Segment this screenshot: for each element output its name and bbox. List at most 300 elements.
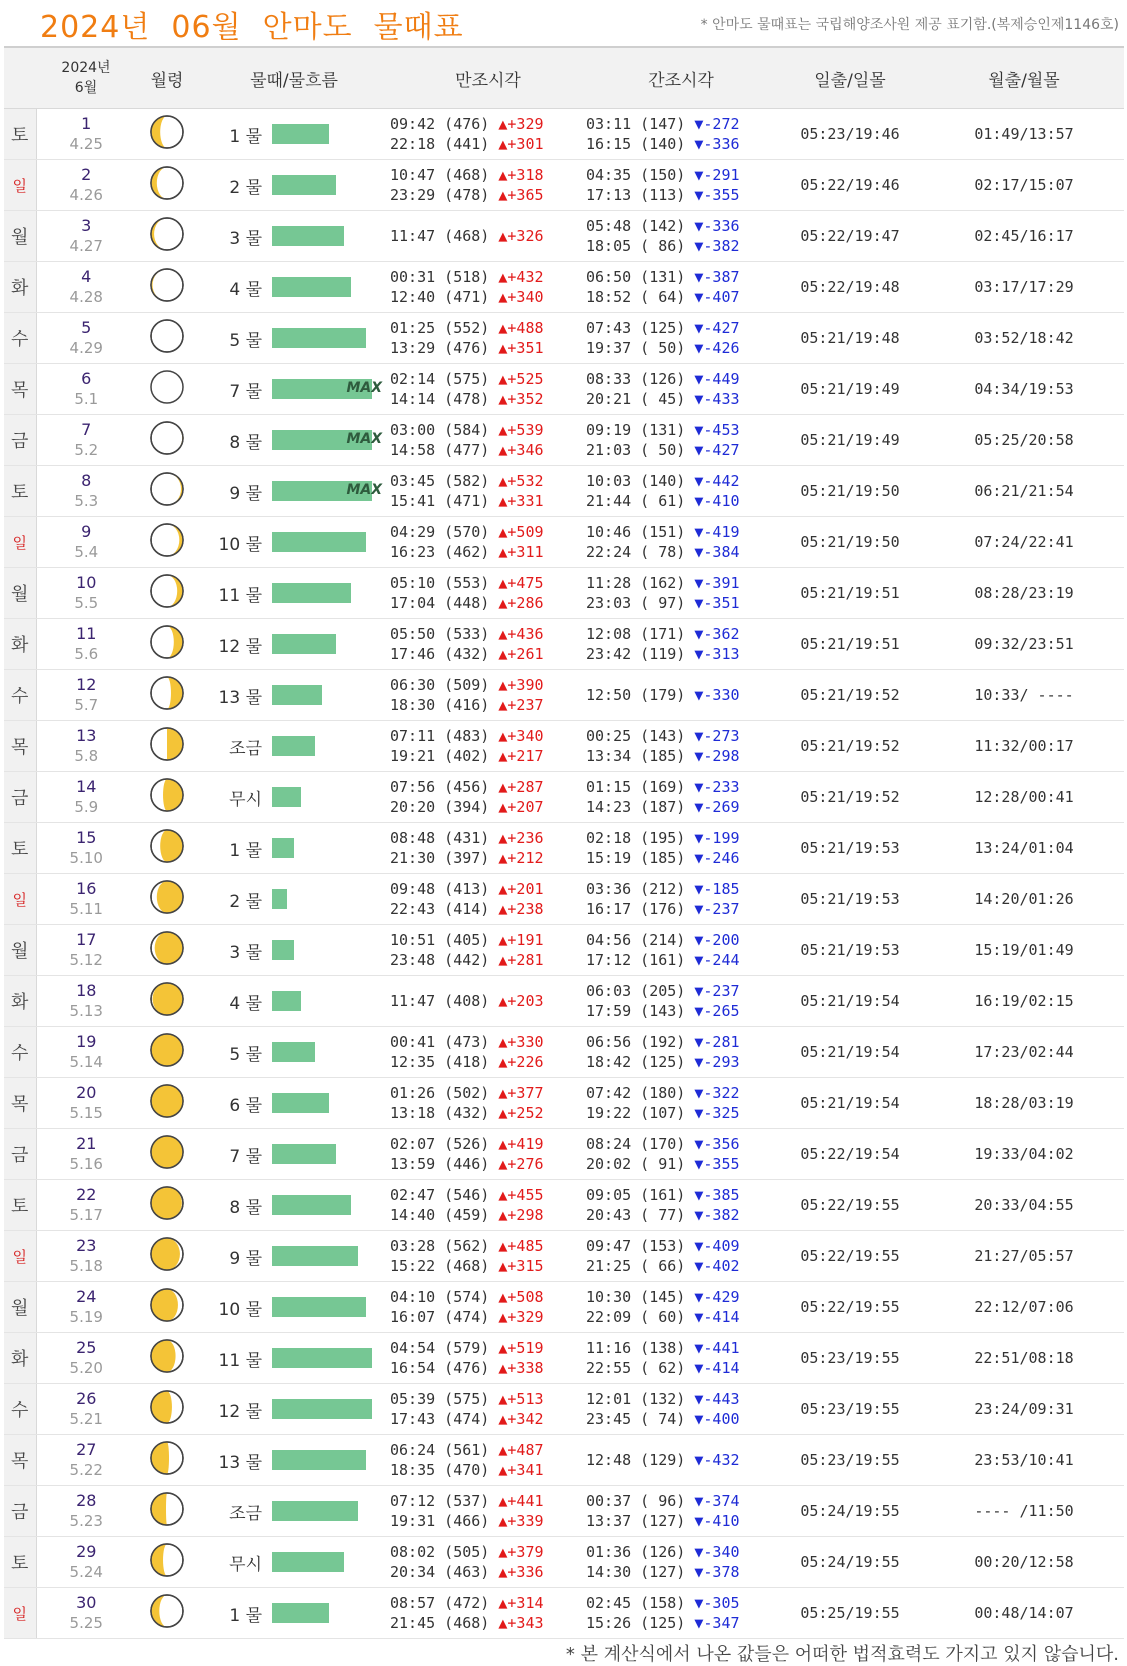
low-tide-1-diff: ▼-185 [694, 880, 740, 898]
high-tide-2: 13:29 (476) [390, 339, 490, 357]
high-tide-2: 19:31 (466) [390, 1512, 490, 1530]
moon-phase-icon [149, 879, 185, 915]
lunar-date: 5.4 [74, 543, 99, 561]
sunrise-sunset: 05:22/19:54 [776, 1129, 924, 1180]
date-cell [36, 211, 136, 262]
moon-phase-cell [136, 721, 198, 772]
table-row [4, 211, 1124, 262]
solar-day: 16 [76, 879, 97, 898]
low-tide-1: 11:28 (162) [586, 574, 686, 592]
table-row [4, 874, 1124, 925]
high-tide-1-diff: ▲+340 [498, 727, 544, 745]
high-tide-1: 04:29 (570) [390, 523, 490, 541]
weekday-cell: 일 [4, 1231, 36, 1282]
low-tide-1-diff: ▼-441 [694, 1339, 740, 1357]
header-moon: 월령 [136, 47, 198, 109]
high-tide-2-diff: ▲+339 [498, 1512, 544, 1530]
high-tide-1: 07:11 (483) [390, 727, 490, 745]
high-tide-2-diff: ▲+286 [498, 594, 544, 612]
low-tide-cell [586, 211, 776, 262]
low-tide-1: 04:35 (150) [586, 166, 686, 184]
moon-phase-cell [136, 1231, 198, 1282]
low-tide-1-diff: ▼-429 [694, 1288, 740, 1306]
lunar-date: 5.5 [74, 594, 99, 612]
high-tide-2-diff: ▲+365 [498, 186, 544, 204]
weekday-cell: 월 [4, 211, 36, 262]
weekday-cell: 금 [4, 772, 36, 823]
flow-bar [272, 1246, 358, 1266]
lunar-date: 5.15 [69, 1104, 103, 1122]
flow-bar [272, 124, 329, 144]
moonrise-moonset: 18:28/03:19 [924, 1078, 1124, 1129]
solar-day: 29 [76, 1542, 97, 1561]
high-tide-2-diff: ▲+237 [498, 696, 544, 714]
low-tide-1: 10:30 (145) [586, 1288, 686, 1306]
header-year: 2024년 [61, 60, 111, 76]
high-tide-2: 21:45 (468) [390, 1614, 490, 1632]
lunar-date: 4.27 [69, 237, 103, 255]
low-tide-2-diff: ▼-407 [694, 288, 740, 306]
flow-bar-cell [270, 1027, 390, 1078]
sunrise-sunset: 05:22/19:46 [776, 160, 924, 211]
moon-phase-cell [136, 1078, 198, 1129]
high-tide-2-diff: ▲+338 [498, 1359, 544, 1377]
tide-name: 12 물 [198, 1384, 270, 1435]
flow-bar-cell [270, 1384, 390, 1435]
low-tide-2-diff: ▼-426 [694, 339, 740, 357]
tide-name: 무시 [198, 1537, 270, 1588]
weekday-cell: 수 [4, 670, 36, 721]
flow-bar-cell [270, 823, 390, 874]
flow-bar [272, 736, 315, 756]
sunrise-sunset: 05:23/19:55 [776, 1384, 924, 1435]
high-tide-2: 14:40 (459) [390, 1206, 490, 1224]
weekday-cell: 토 [4, 466, 36, 517]
moon-phase-cell [136, 619, 198, 670]
tide-name: 조금 [198, 721, 270, 772]
moonrise-moonset: 06:21/21:54 [924, 466, 1124, 517]
low-tide-1: 12:01 (132) [586, 1390, 686, 1408]
high-tide-2-diff: ▲+301 [498, 135, 544, 153]
low-tide-1-diff: ▼-442 [694, 472, 740, 490]
flow-bar-cell [270, 313, 390, 364]
lunar-date: 5.6 [74, 645, 99, 663]
high-tide-cell [390, 211, 586, 262]
low-tide-1: 01:36 (126) [586, 1543, 686, 1561]
lunar-date: 4.29 [69, 339, 103, 357]
low-tide-2-diff: ▼-298 [694, 747, 740, 765]
flow-bar-cell [270, 109, 390, 160]
date-cell [36, 1282, 136, 1333]
high-tide-cell [390, 517, 586, 568]
moon-phase-icon [149, 624, 185, 660]
sunrise-sunset: 05:21/19:53 [776, 874, 924, 925]
table-row [4, 1435, 1124, 1486]
table-row [4, 823, 1124, 874]
moon-phase-cell [136, 1027, 198, 1078]
low-tide-2-diff: ▼-433 [694, 390, 740, 408]
high-tide-1: 08:02 (505) [390, 1543, 490, 1561]
moon-phase-cell [136, 160, 198, 211]
low-tide-2-diff: ▼-410 [694, 492, 740, 510]
flow-bar-cell [270, 160, 390, 211]
moon-phase-icon [149, 318, 185, 354]
high-tide-cell [390, 262, 586, 313]
high-tide-2-diff: ▲+336 [498, 1563, 544, 1581]
moon-phase-icon [149, 981, 185, 1017]
moon-phase-cell [136, 1180, 198, 1231]
lunar-date: 5.3 [74, 492, 99, 510]
high-tide-1: 02:14 (575) [390, 370, 490, 388]
low-tide-1: 04:56 (214) [586, 931, 686, 949]
high-tide-1-diff: ▲+509 [498, 523, 544, 541]
moon-phase-cell [136, 823, 198, 874]
moonrise-moonset: 19:33/04:02 [924, 1129, 1124, 1180]
high-tide-1: 09:48 (413) [390, 880, 490, 898]
flow-bar [272, 277, 351, 297]
table-row [4, 364, 1124, 415]
solar-day: 10 [76, 573, 97, 592]
header-low-tide: 간조시각 [586, 47, 776, 109]
table-row [4, 1384, 1124, 1435]
low-tide-cell [586, 313, 776, 364]
weekday-cell: 금 [4, 415, 36, 466]
date-cell [36, 670, 136, 721]
high-tide-2-diff: ▲+238 [498, 900, 544, 918]
flow-bar-cell [270, 925, 390, 976]
moon-phase-icon [149, 420, 185, 456]
moon-phase-cell [136, 1282, 198, 1333]
header-month: 6월 [74, 80, 98, 96]
flow-bar [272, 1297, 366, 1317]
low-tide-1-diff: ▼-200 [694, 931, 740, 949]
header-date [36, 47, 136, 109]
lunar-date: 5.23 [69, 1512, 103, 1530]
low-tide-1-diff: ▼-336 [694, 217, 740, 235]
sunrise-sunset: 05:21/19:50 [776, 517, 924, 568]
date-cell [36, 262, 136, 313]
high-tide-1: 05:39 (575) [390, 1390, 490, 1408]
low-tide-2: 14:23 (187) [586, 798, 686, 816]
low-tide-1: 07:42 (180) [586, 1084, 686, 1102]
high-tide-2: 17:04 (448) [390, 594, 490, 612]
low-tide-1: 08:33 (126) [586, 370, 686, 388]
date-cell [36, 823, 136, 874]
low-tide-1-diff: ▼-273 [694, 727, 740, 745]
tide-name: 4 물 [198, 976, 270, 1027]
table-row [4, 568, 1124, 619]
flow-bar [272, 1195, 351, 1215]
lunar-date: 5.18 [69, 1257, 103, 1275]
solar-day: 14 [76, 777, 97, 796]
high-tide-2-diff: ▲+331 [498, 492, 544, 510]
solar-day: 20 [76, 1083, 97, 1102]
lunar-date: 5.11 [69, 900, 103, 918]
date-cell [36, 1486, 136, 1537]
date-cell [36, 976, 136, 1027]
low-tide-1-diff: ▼-281 [694, 1033, 740, 1051]
moon-phase-icon [149, 930, 185, 966]
high-tide-1: 07:12 (537) [390, 1492, 490, 1510]
flow-bar-cell [270, 1333, 390, 1384]
high-tide-cell [390, 976, 586, 1027]
low-tide-cell [586, 415, 776, 466]
high-tide-2-diff: ▲+207 [498, 798, 544, 816]
flow-bar-cell [270, 1078, 390, 1129]
table-row [4, 313, 1124, 364]
lunar-date: 5.21 [69, 1410, 103, 1428]
high-tide-1: 08:48 (431) [390, 829, 490, 847]
sunrise-sunset: 05:23/19:46 [776, 109, 924, 160]
low-tide-2-diff: ▼-355 [694, 1155, 740, 1173]
low-tide-cell [586, 1027, 776, 1078]
high-tide-2: 23:48 (442) [390, 951, 490, 969]
solar-day: 24 [76, 1287, 97, 1306]
high-tide-cell [390, 1333, 586, 1384]
moonrise-moonset: 12:28/00:41 [924, 772, 1124, 823]
low-tide-2-diff: ▼-325 [694, 1104, 740, 1122]
moon-phase-icon [149, 1083, 185, 1119]
table-row [4, 1486, 1124, 1537]
low-tide-cell [586, 619, 776, 670]
moonrise-moonset: 15:19/01:49 [924, 925, 1124, 976]
date-cell [36, 1588, 136, 1639]
moon-phase-cell [136, 1384, 198, 1435]
flow-bar [272, 787, 301, 807]
lunar-date: 5.1 [74, 390, 99, 408]
tide-name: 9 물 [198, 466, 270, 517]
sunrise-sunset: 05:21/19:54 [776, 976, 924, 1027]
low-tide-2: 22:55 ( 62) [586, 1359, 686, 1377]
flow-bar-cell [270, 1129, 390, 1180]
low-tide-2: 19:37 ( 50) [586, 339, 686, 357]
moonrise-moonset: 17:23/02:44 [924, 1027, 1124, 1078]
high-tide-1-diff: ▲+455 [498, 1186, 544, 1204]
moonrise-moonset: 09:32/23:51 [924, 619, 1124, 670]
moonrise-moonset: 13:24/01:04 [924, 823, 1124, 874]
high-tide-cell [390, 364, 586, 415]
low-tide-2-diff: ▼-313 [694, 645, 740, 663]
high-tide-2-diff: ▲+329 [498, 1308, 544, 1326]
flow-bar [272, 1144, 336, 1164]
low-tide-2-diff: ▼-336 [694, 135, 740, 153]
low-tide-2: 17:59 (143) [586, 1002, 686, 1020]
lunar-date: 5.9 [74, 798, 99, 816]
weekday-cell: 월 [4, 925, 36, 976]
flow-bar [272, 1093, 329, 1113]
sunrise-sunset: 05:24/19:55 [776, 1537, 924, 1588]
high-tide-2-diff: ▲+351 [498, 339, 544, 357]
high-tide-1-diff: ▲+487 [498, 1441, 544, 1459]
table-row [4, 925, 1124, 976]
high-tide-2: 18:35 (470) [390, 1461, 490, 1479]
date-cell [36, 925, 136, 976]
high-tide-cell [390, 313, 586, 364]
low-tide-1: 02:18 (195) [586, 829, 686, 847]
low-tide-2: 23:03 ( 97) [586, 594, 686, 612]
low-tide-1: 09:05 (161) [586, 1186, 686, 1204]
date-cell [36, 466, 136, 517]
moon-phase-icon [149, 1134, 185, 1170]
high-tide-1: 03:45 (582) [390, 472, 490, 490]
solar-day: 5 [81, 318, 92, 337]
table-row [4, 670, 1124, 721]
sunrise-sunset: 05:22/19:48 [776, 262, 924, 313]
high-tide-2: 21:30 (397) [390, 849, 490, 867]
low-tide-1: 09:19 (131) [586, 421, 686, 439]
moon-phase-cell [136, 1537, 198, 1588]
tide-name: 8 물 [198, 1180, 270, 1231]
high-tide-2: 16:07 (474) [390, 1308, 490, 1326]
page-title: 2024년 06월 안마도 물때표 [40, 10, 464, 45]
flow-bar [272, 838, 294, 858]
low-tide-2-diff: ▼-410 [694, 1512, 740, 1530]
flow-bar [272, 583, 351, 603]
moonrise-moonset: 23:53/10:41 [924, 1435, 1124, 1486]
high-tide-1: 05:50 (533) [390, 625, 490, 643]
low-tide-1: 12:48 (129) [586, 1451, 686, 1469]
low-tide-2: 21:44 ( 61) [586, 492, 686, 510]
high-tide-1-diff: ▲+441 [498, 1492, 544, 1510]
high-tide-2-diff: ▲+311 [498, 543, 544, 561]
flow-bar [272, 175, 336, 195]
weekday-cell: 목 [4, 721, 36, 772]
low-tide-cell [586, 1486, 776, 1537]
flow-bar-cell [270, 1435, 390, 1486]
flow-bar-cell [270, 772, 390, 823]
low-tide-cell [586, 1282, 776, 1333]
solar-day: 22 [76, 1185, 97, 1204]
moon-phase-icon [149, 573, 185, 609]
high-tide-1-diff: ▲+318 [498, 166, 544, 184]
low-tide-2-diff: ▼-414 [694, 1308, 740, 1326]
high-tide-1: 03:00 (584) [390, 421, 490, 439]
moon-phase-cell [136, 262, 198, 313]
moon-phase-cell [136, 364, 198, 415]
tide-name: 13 물 [198, 670, 270, 721]
solar-day: 25 [76, 1338, 97, 1357]
low-tide-2: 15:19 (185) [586, 849, 686, 867]
low-tide-1-diff: ▼-305 [694, 1594, 740, 1612]
weekday-cell: 토 [4, 109, 36, 160]
max-label: MAX [346, 380, 382, 396]
lunar-date: 4.28 [69, 288, 103, 306]
table-row [4, 1537, 1124, 1588]
low-tide-cell [586, 517, 776, 568]
high-tide-cell [390, 109, 586, 160]
high-tide-1-diff: ▲+436 [498, 625, 544, 643]
high-tide-1-diff: ▲+326 [498, 227, 544, 245]
high-tide-1-diff: ▲+488 [498, 319, 544, 337]
low-tide-cell [586, 1384, 776, 1435]
low-tide-1-diff: ▼-199 [694, 829, 740, 847]
moon-phase-cell [136, 1333, 198, 1384]
date-cell [36, 1027, 136, 1078]
solar-day: 1 [81, 114, 92, 133]
low-tide-2-diff: ▼-244 [694, 951, 740, 969]
high-tide-1: 03:28 (562) [390, 1237, 490, 1255]
solar-day: 13 [76, 726, 97, 745]
high-tide-2: 20:34 (463) [390, 1563, 490, 1581]
moonrise-moonset: 20:33/04:55 [924, 1180, 1124, 1231]
low-tide-1-diff: ▼-387 [694, 268, 740, 286]
low-tide-cell [586, 466, 776, 517]
high-tide-1-diff: ▲+236 [498, 829, 544, 847]
flow-bar-cell [270, 874, 390, 925]
moonrise-moonset: 22:12/07:06 [924, 1282, 1124, 1333]
moon-phase-cell [136, 772, 198, 823]
header-blank [4, 47, 36, 109]
low-tide-2: 21:03 ( 50) [586, 441, 686, 459]
weekday-cell: 수 [4, 313, 36, 364]
high-tide-1-diff: ▲+379 [498, 1543, 544, 1561]
low-tide-2-diff: ▼-400 [694, 1410, 740, 1428]
table-row [4, 466, 1124, 517]
low-tide-cell [586, 109, 776, 160]
lunar-date: 5.16 [69, 1155, 103, 1173]
solar-day: 27 [76, 1440, 97, 1459]
flow-bar [272, 1042, 315, 1062]
solar-day: 4 [81, 267, 92, 286]
date-cell [36, 1231, 136, 1282]
high-tide-1-diff: ▲+390 [498, 676, 544, 694]
high-tide-2-diff: ▲+352 [498, 390, 544, 408]
moon-phase-icon [149, 1593, 185, 1629]
low-tide-cell [586, 976, 776, 1027]
high-tide-1: 05:10 (553) [390, 574, 490, 592]
date-cell [36, 313, 136, 364]
high-tide-2: 22:43 (414) [390, 900, 490, 918]
low-tide-1-diff: ▼-322 [694, 1084, 740, 1102]
table-row [4, 619, 1124, 670]
high-tide-cell [390, 1384, 586, 1435]
lunar-date: 5.12 [69, 951, 103, 969]
low-tide-2: 13:34 (185) [586, 747, 686, 765]
low-tide-1: 10:03 (140) [586, 472, 686, 490]
date-cell [36, 568, 136, 619]
high-tide-1-diff: ▲+329 [498, 115, 544, 133]
tide-name: 9 물 [198, 1231, 270, 1282]
header-high-tide: 만조시각 [390, 47, 586, 109]
lunar-date: 5.8 [74, 747, 99, 765]
tide-name: 11 물 [198, 1333, 270, 1384]
moon-phase-icon [149, 1185, 185, 1221]
low-tide-1: 11:16 (138) [586, 1339, 686, 1357]
low-tide-2-diff: ▼-351 [694, 594, 740, 612]
high-tide-cell [390, 415, 586, 466]
high-tide-cell [390, 160, 586, 211]
low-tide-1: 00:37 ( 96) [586, 1492, 686, 1510]
solar-day: 19 [76, 1032, 97, 1051]
high-tide-cell [390, 1435, 586, 1486]
header-tide-flow: 물때/물흐름 [198, 47, 390, 109]
high-tide-1: 02:47 (546) [390, 1186, 490, 1204]
lunar-date: 4.25 [69, 135, 103, 153]
low-tide-2-diff: ▼-246 [694, 849, 740, 867]
moonrise-moonset: ---- /11:50 [924, 1486, 1124, 1537]
high-tide-1: 04:54 (579) [390, 1339, 490, 1357]
table-row [4, 721, 1124, 772]
moonrise-moonset: 02:17/15:07 [924, 160, 1124, 211]
low-tide-2: 16:17 (176) [586, 900, 686, 918]
date-cell [36, 160, 136, 211]
lunar-date: 5.24 [69, 1563, 103, 1581]
flow-bar-cell [270, 619, 390, 670]
max-label: MAX [346, 482, 382, 498]
high-tide-1-diff: ▲+377 [498, 1084, 544, 1102]
high-tide-cell [390, 925, 586, 976]
lunar-date: 5.25 [69, 1614, 103, 1632]
